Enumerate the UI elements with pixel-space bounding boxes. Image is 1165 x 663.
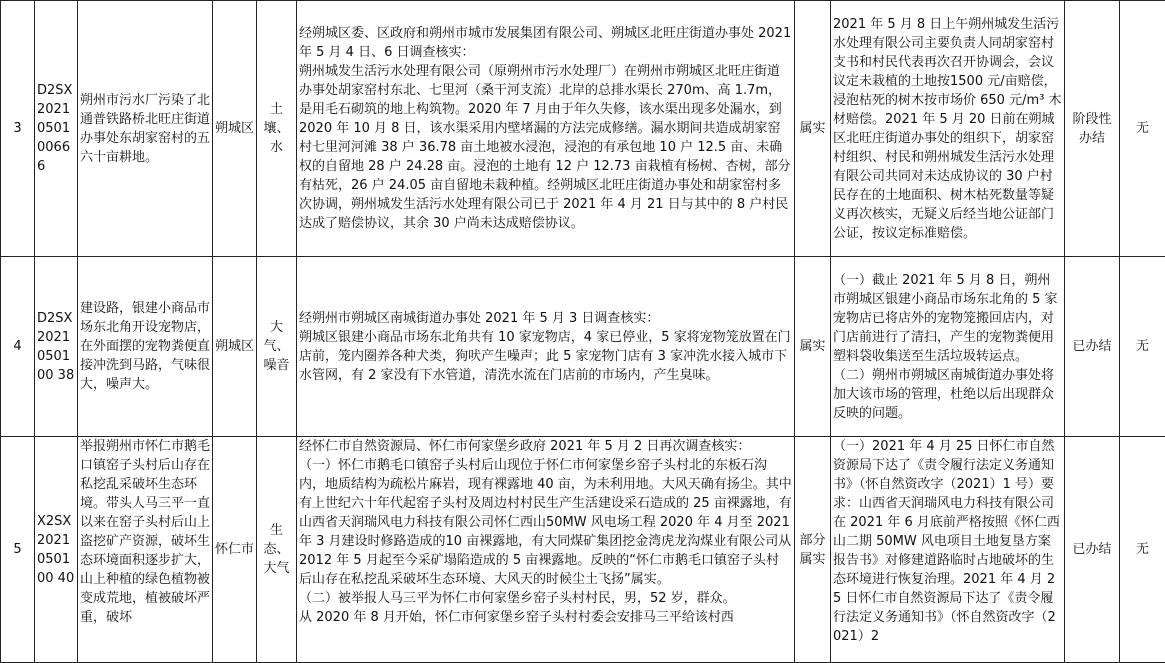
verdict: 部分属实 bbox=[795, 437, 831, 663]
handling-paragraph: （二）朔州市朔城区南城街道办事处将加大该市场的管理，杜绝以后出现群众反映的问题。 bbox=[833, 366, 1062, 423]
table-row bbox=[1, 1, 1165, 257]
accountability: 无 bbox=[1120, 257, 1165, 437]
complaint-description: 举报朔州市怀仁市鹅毛口镇窑子头村后山存在私挖乱采破坏生态环境。带头人马三平一直以来在窑子头村后山上盗挖矿产资源，破坏生态环境面积逐步扩大，山上种植的绿色植物被变成荒地，植被破坏严重，破坏 bbox=[78, 437, 213, 663]
findings-paragraph: 朔城区银建小商品市场东北角共有 10 家宠物店，4 家已停业，5 家将宠物笼放置在门店前，笼内圈养各种犬类，狗吠产生噪声；此 5 家宠物门店有 3 家冲洗水接入城市下水管网，有 2 家没有下水管道，清洗水流在门店前的市场内，产生臭味。 bbox=[299, 328, 792, 385]
accountability: 无 bbox=[1120, 437, 1165, 663]
verdict: 属实 bbox=[795, 257, 831, 437]
complaint-description: 朔州市污水厂污染了北通普铁路桥北旺庄街道办事处东胡家窑村的五六十亩耕地。 bbox=[78, 1, 213, 257]
findings-paragraph: 朔州城发生活污水处理有限公司（原朔州市污水处理厂）在朔州市朔城区北旺庄街道办事处胡家窑村东北、七里河（桑干河支流）北岸的总排水渠长 270m、高 1.7m，是用毛石砌筑的地上构筑物。2020 年 7 月由于年久失修，该水渠出现多处漏水，到 2020 年 10 月 8 日，该水渠采用内壁堵漏的方法完成修缮。漏水期间共造成胡家窑村七里河河滩 38 户 36.78 亩土地被水浸泡，浸泡的有承包地 10 户 12.5 亩、未确权的自留地 28 户 24.28 亩。浸泡的土地有 12 户 12.73 亩栽植有杨树、杏树，部分有枯死，26 户 24.05 亩自留地未栽种植。经朔城区北旺庄街道办事处和胡家窑村多次协调，朔州城发生活污水处理有限公司已于 2021 年 4 月 21 日与其中的 8 户村民达成了赔偿协议，其余 30 户尚未达成赔偿协议。 bbox=[299, 62, 792, 233]
investigation-findings bbox=[297, 257, 795, 437]
handling-measures bbox=[831, 257, 1065, 437]
row-number: 5 bbox=[1, 437, 35, 663]
handling-measures: （一）2021 年 4 月 25 日怀仁市自然资源局下达了《责令履行法定义务通知书》（怀自然资改字（2021）1 号）要求：山西省天润瑞风电力科技有限公司在 2021 年 6 月底前严格按照《怀仁西山二期 50MW 风电项目土地复垦方案报告书》对修建道路临时占地破坏的生态环境进行恢复治理。2021 年 4 月 25 日怀仁市自然资源局下达了《责令履行法定义务通知书》（怀自然资改字（2021）2 bbox=[831, 437, 1065, 663]
findings-paragraph: （二）被举报人马三平为怀仁市何家堡乡窑子头村村民，男，52 岁，群众。 bbox=[299, 589, 792, 608]
handling-paragraph: （一）截止 2021 年 5 月 8 日，朔州市朔城区银建小商品市场东北角的 5 家宠物店已将店外的宠物笼搬回店内，对门店前进行了清扫，产生的宠物粪便用塑料袋收集送至生活垃圾转运点。 bbox=[833, 271, 1062, 366]
handling-measures: 2021 年 5 月 8 日上午朔州城发生活污水处理有限公司主要负责人同胡家窑村支书和村民代表再次召开协调会，会议议定未栽植的土地按1500 元/亩赔偿，浸泡枯死的树木按市场价 650 元/m³ 木材赔偿。2021 年 5 月 20 日前在朔城区北旺庄街道办事处的组织下，胡家窑村组织、村民和朔州城发生活污水处理有限公司共同对未达成协议的 30 户村民存在的土地面积、树木枯死数量等疑义再次核实，无疑义后经当地公证部门公证，按议定标准赔偿。 bbox=[831, 1, 1065, 257]
accountability: 无 bbox=[1120, 1, 1165, 257]
district: 朔城区 bbox=[213, 1, 257, 257]
findings-paragraph: 从 2020 年 8 月开始，怀仁市何家堡乡窑子头村村委会安排马三平给该村西 bbox=[299, 608, 792, 627]
row-number: 3 bbox=[1, 1, 35, 257]
verdict: 属实 bbox=[795, 1, 831, 257]
district: 怀仁市 bbox=[213, 437, 257, 663]
pollution-type: 大气、噪音 bbox=[257, 257, 297, 437]
district: 朔城区 bbox=[213, 257, 257, 437]
investigation-findings bbox=[297, 1, 795, 257]
table-row bbox=[1, 257, 1165, 437]
handling-status: 阶段性办结 bbox=[1065, 1, 1120, 257]
pollution-type: 土壤、水 bbox=[257, 1, 297, 257]
case-id: D2SX2021050100 38 bbox=[35, 257, 78, 437]
investigation-findings bbox=[297, 437, 795, 663]
pollution-type: 生态、大气 bbox=[257, 437, 297, 663]
findings-paragraph: （一）怀仁市鹅毛口镇窑子头村后山现位于怀仁市何家堡乡窑子头村北的东板石沟内，地质结构为疏松片麻岩，现有裸露地 40 亩，为未利用地。大风天确有扬尘。其中有上世纪六十年代起窑子头村及周边村村民生产生活建设采石造成的 25 亩裸露地，有 山西省天润瑞风电力科技有限公司怀仁西山50MW 风电场工程 2020 年 4 月至 2021 年 3 月建设时修路造成的10 亩裸露地，有大同煤矿集团挖金湾虎龙沟煤业有限公司从 2012 年 5 月起至今采矿塌陷造成的 5 亩裸露地。反映的“怀仁市鹅毛口镇窑子头村后山存在私挖乱采破坏生态环境、大风天的时候尘土飞扬”属实。 bbox=[299, 456, 792, 589]
case-id: D2SX2021050100666 bbox=[35, 1, 78, 257]
complaint-description: 建设路，银建小商品市场东北角开设宠物店，在外面摆的宠物粪便直接冲洗到马路，气味很大，噪声大。 bbox=[78, 257, 213, 437]
table-row bbox=[1, 437, 1165, 663]
handling-status: 已办结 bbox=[1065, 257, 1120, 437]
findings-paragraph: 经朔州市朔城区南城街道办事处 2021 年 5 月 3 日调查核实： bbox=[299, 309, 792, 328]
findings-paragraph: 经朔城区委、区政府和朔州市城市发展集团有限公司、朔城区北旺庄街道办事处 2021 年 5 月 4 日、6 日调查核实： bbox=[299, 24, 792, 62]
findings-paragraph: 经怀仁市自然资源局、怀仁市何家堡乡政府 2021 年 5 月 2 日再次调查核实： bbox=[299, 437, 792, 456]
row-number: 4 bbox=[1, 257, 35, 437]
handling-status: 已办结 bbox=[1065, 437, 1120, 663]
case-id: X2SX2021050100 40 bbox=[35, 437, 78, 663]
